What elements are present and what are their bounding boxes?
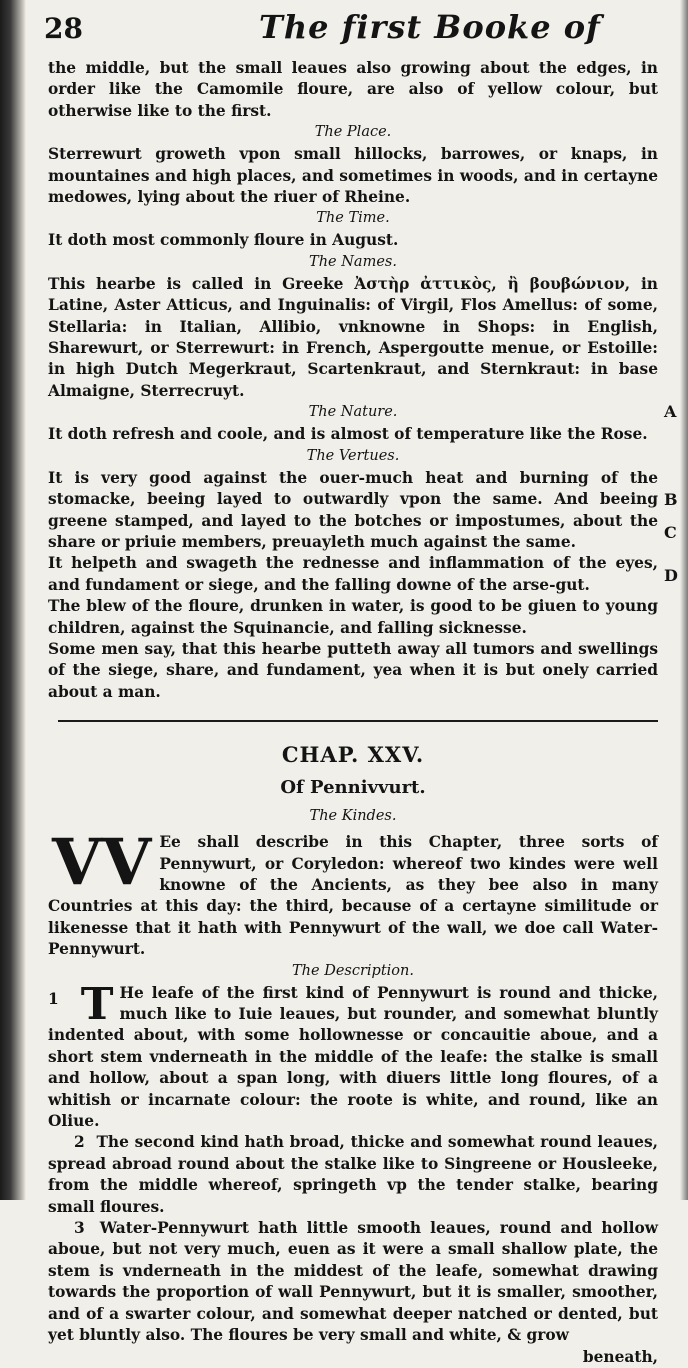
description-number-3: 3 [74,1219,85,1238]
margin-note-c: C [664,523,677,542]
description-number-2: 2 [74,1133,85,1152]
margin-note-b: B [664,490,678,509]
place-paragraph: Sterrewurt groweth vpon small hillocks, barrowes, or knaps, in mountaines and high places, and sometimes in woods, and in certayne medowes, lying about the riuer of Rheine. [48,145,658,207]
time-paragraph: It doth most commonly floure in August. [48,231,399,250]
vertue-paragraph-c: The blew of the floure, drunken in water, is good to be giuen to young children, against the Squinancie, and falling sicknesse. [48,597,658,637]
description-paragraph-2 [48,1132,658,1218]
page-number: 28 [44,12,83,45]
page-header [44,8,664,52]
place-heading: The Place. [314,124,392,141]
page-edge [680,0,688,1200]
vertue-paragraph-b: It helpeth and swageth the rednesse and inflammation of the eyes, and fundament or siege, and the falling downe of the arse-gut. [48,554,658,594]
description-text-3: Water-Pennywurt hath little smooth leaues, round and hollow aboue, but not very much, euen as it were a small shallow plate, the stem is vnderneath in the middest of the leafe, somewhat drawing towards the proportion of wall Pennywurt, but it is smaller, smoother, and of a swarter colour, and somewhat deeper natched or dented, but yet bluntly also. The floures be very small and white, & grow [48,1219,659,1345]
catchword: beneath, [582,1347,658,1366]
description-heading: The Description. [292,962,414,979]
chapter-subtitle: Of Pennivvurt. [280,777,426,799]
nature-heading: The Nature. [308,404,398,421]
description-text-2: The second kind hath broad, thicke and somewhat round leaues, spread abroad round about the stalke like to Singreene or Housleeke, from the middle whereof, springeth vp the tender stalke, bearing small floures. [48,1133,658,1216]
description-paragraph-3 [48,1218,658,1346]
drop-cap-vv: VV [52,825,152,901]
description-text-1: He leafe of the first kind of Pennywurt is round and thicke, much like to Iuie leaues, but rounder, and somewhat bluntly indented about, with some hollownesse or concauitie aboue, and a short stem vnderneath in the middle of the leafe: the stalke is small and hollow, about a span long, with diuers little long floures, of a whitish or incarnate colour: the roote is white, and round, like an Oliue. [48,983,658,1131]
nature-paragraph: It doth refresh and coole, and is almost of temperature like the Rose. [48,425,648,444]
running-title: The first Booke of [259,8,601,46]
continuation-paragraph: the middle, but the small leaues also growing about the edges, in order like the Camomile floure, are also of yellow colour, but otherwise like to the first. [48,59,658,120]
kindes-paragraph [48,825,658,960]
vertue-paragraph-d: Some men say, that this hearbe putteth away all tumors and swellings of the siege, share, and fundament, yea when it is but onely carried about a man. [48,639,658,701]
page-content [48,58,658,1368]
description-number-1: 1 [48,989,59,1008]
margin-note-a: A [664,402,677,421]
kindes-heading: The Kindes. [309,808,397,825]
vertues-heading: The Vertues. [306,447,400,464]
description-paragraph-1 [48,978,658,1133]
names-heading: The Names. [309,253,397,270]
vertue-paragraph-a: It is very good against the ouer-much heat and burning of the stomacke, beeing layed to outwardly vpon the same. And beeing greene stamped, and layed to the botches or impostumes, about the share or priuie members, preuayleth much against the same. [48,468,658,551]
time-heading: The Time. [316,210,390,227]
names-paragraph: This hearbe is called in Greeke Ἀστὴρ ἀττικὸς, ἢ βουβώνιον, in Latine, Aster Atticus, and Inguinalis: of Virgil, Flos Amellus: of some, Stellaria: in Italian, Allibio, vnknowne in Shops: in English, Sharewurt, or Sterrewurt: in French, Aspergoutte menue, or Estoille: in high Dutch Megerkraut, Scartenkraut, and Sternkraut: in base Almaigne, Sterrecruyt. [48,274,658,400]
binding-gutter [0,0,26,1200]
kindes-text: Ee shall describe in this Chapter, three sorts of Pennywurt, or Coryledon: whereof two kindes were well knowne of the Ancients, as they bee also in many Countries at this day: the third, because of a certayne similitude or likenesse that it hath with Pennywurt of the wall, we doe call Water-Pennywurt. [48,833,658,959]
chapter-title: CHAP. XXV. [281,742,425,768]
margin-note-d: D [664,566,678,585]
chapter-divider-rule [58,720,658,722]
drop-cap-t: T [80,978,114,1030]
